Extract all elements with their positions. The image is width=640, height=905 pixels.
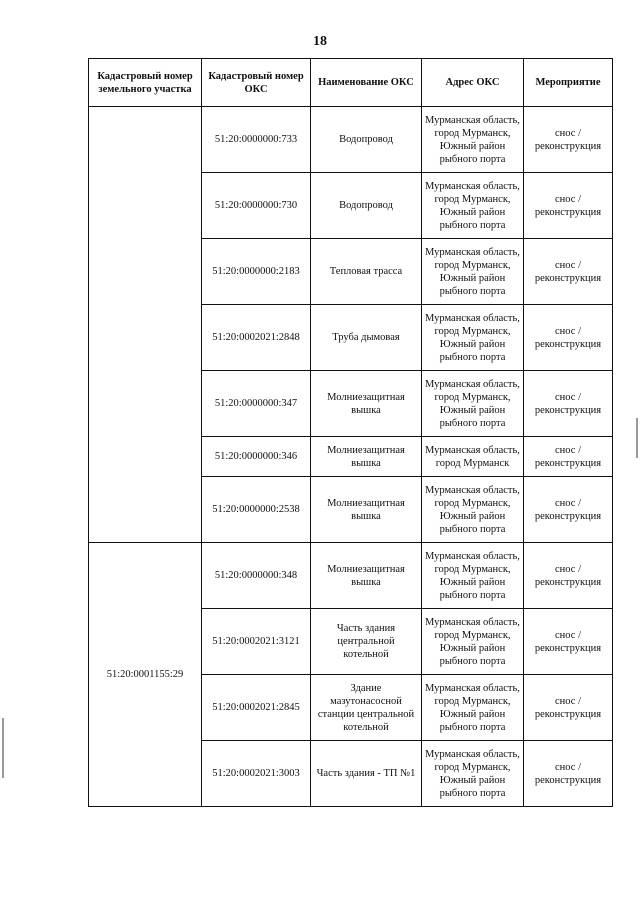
action-cell: снос / реконструкция [524, 741, 613, 807]
oks-address-cell: Мурманская область, город Мурманск, Южный район рыбного порта [422, 173, 524, 239]
action-cell: снос / реконструкция [524, 543, 613, 609]
scan-edge-mark [2, 718, 4, 778]
action-cell: снос / реконструкция [524, 675, 613, 741]
oks-name-cell: Молниезащитная вышка [311, 543, 422, 609]
table-header-row [89, 59, 613, 107]
oks-address-cell: Мурманская область, город Мурманск, Южный район рыбного порта [422, 239, 524, 305]
header-oks-address: Адрес ОКС [422, 59, 524, 107]
oks-name-cell: Молниезащитная вышка [311, 477, 422, 543]
oks-address-cell: Мурманская область, город Мурманск, Южный район рыбного порта [422, 609, 524, 675]
oks-cadastral-cell: 51:20:0000000:733 [202, 107, 311, 173]
oks-cadastral-cell: 51:20:0002021:2845 [202, 675, 311, 741]
oks-name-cell: Молниезащитная вышка [311, 371, 422, 437]
land-cadastral-cell [89, 107, 202, 543]
action-cell: снос / реконструкция [524, 305, 613, 371]
oks-address-cell: Мурманская область, город Мурманск, Южный район рыбного порта [422, 543, 524, 609]
table-row [89, 107, 613, 173]
oks-name-cell: Водопровод [311, 107, 422, 173]
oks-cadastral-cell: 51:20:0002021:3121 [202, 609, 311, 675]
action-cell: снос / реконструкция [524, 173, 613, 239]
oks-cadastral-cell: 51:20:0000000:730 [202, 173, 311, 239]
oks-cadastral-cell: 51:20:0000000:2538 [202, 477, 311, 543]
oks-cadastral-cell: 51:20:0000000:347 [202, 371, 311, 437]
oks-address-cell: Мурманская область, город Мурманск, Южный район рыбного порта [422, 477, 524, 543]
action-cell: снос / реконструкция [524, 107, 613, 173]
oks-name-cell: Часть здания - ТП №1 [311, 741, 422, 807]
oks-name-cell: Здание мазутонасосной станции центральной котельной [311, 675, 422, 741]
oks-cadastral-cell: 51:20:0000000:346 [202, 437, 311, 477]
oks-name-cell: Труба дымовая [311, 305, 422, 371]
oks-address-cell: Мурманская область, город Мурманск, Южный район рыбного порта [422, 675, 524, 741]
header-land-cadastral: Кадастровый номер земельного участка [89, 59, 202, 107]
page-number: 18 [313, 34, 327, 49]
oks-address-cell: Мурманская область, город Мурманск [422, 437, 524, 477]
action-cell: снос / реконструкция [524, 371, 613, 437]
oks-cadastral-cell: 51:20:0000000:348 [202, 543, 311, 609]
land-cadastral-cell: 51:20:0001155:29 [89, 543, 202, 807]
oks-name-cell: Часть здания центральной котельной [311, 609, 422, 675]
oks-name-cell: Молниезащитная вышка [311, 437, 422, 477]
oks-cadastral-cell: 51:20:0002021:3003 [202, 741, 311, 807]
action-cell: снос / реконструкция [524, 437, 613, 477]
header-action: Мероприятие [524, 59, 613, 107]
table-row [89, 543, 613, 609]
oks-name-cell: Тепловая трасса [311, 239, 422, 305]
oks-address-cell: Мурманская область, город Мурманск, Южный район рыбного порта [422, 371, 524, 437]
header-oks-cadastral: Кадастровый номер ОКС [202, 59, 311, 107]
oks-cadastral-cell: 51:20:0002021:2848 [202, 305, 311, 371]
oks-address-cell: Мурманская область, город Мурманск, Южный район рыбного порта [422, 107, 524, 173]
oks-cadastral-cell: 51:20:0000000:2183 [202, 239, 311, 305]
header-oks-name: Наименование ОКС [311, 59, 422, 107]
action-cell: снос / реконструкция [524, 609, 613, 675]
oks-name-cell: Водопровод [311, 173, 422, 239]
oks-address-cell: Мурманская область, город Мурманск, Южный район рыбного порта [422, 305, 524, 371]
oks-table [88, 58, 613, 807]
oks-address-cell: Мурманская область, город Мурманск, Южный район рыбного порта [422, 741, 524, 807]
scan-edge-mark [636, 418, 638, 458]
action-cell: снос / реконструкция [524, 477, 613, 543]
action-cell: снос / реконструкция [524, 239, 613, 305]
